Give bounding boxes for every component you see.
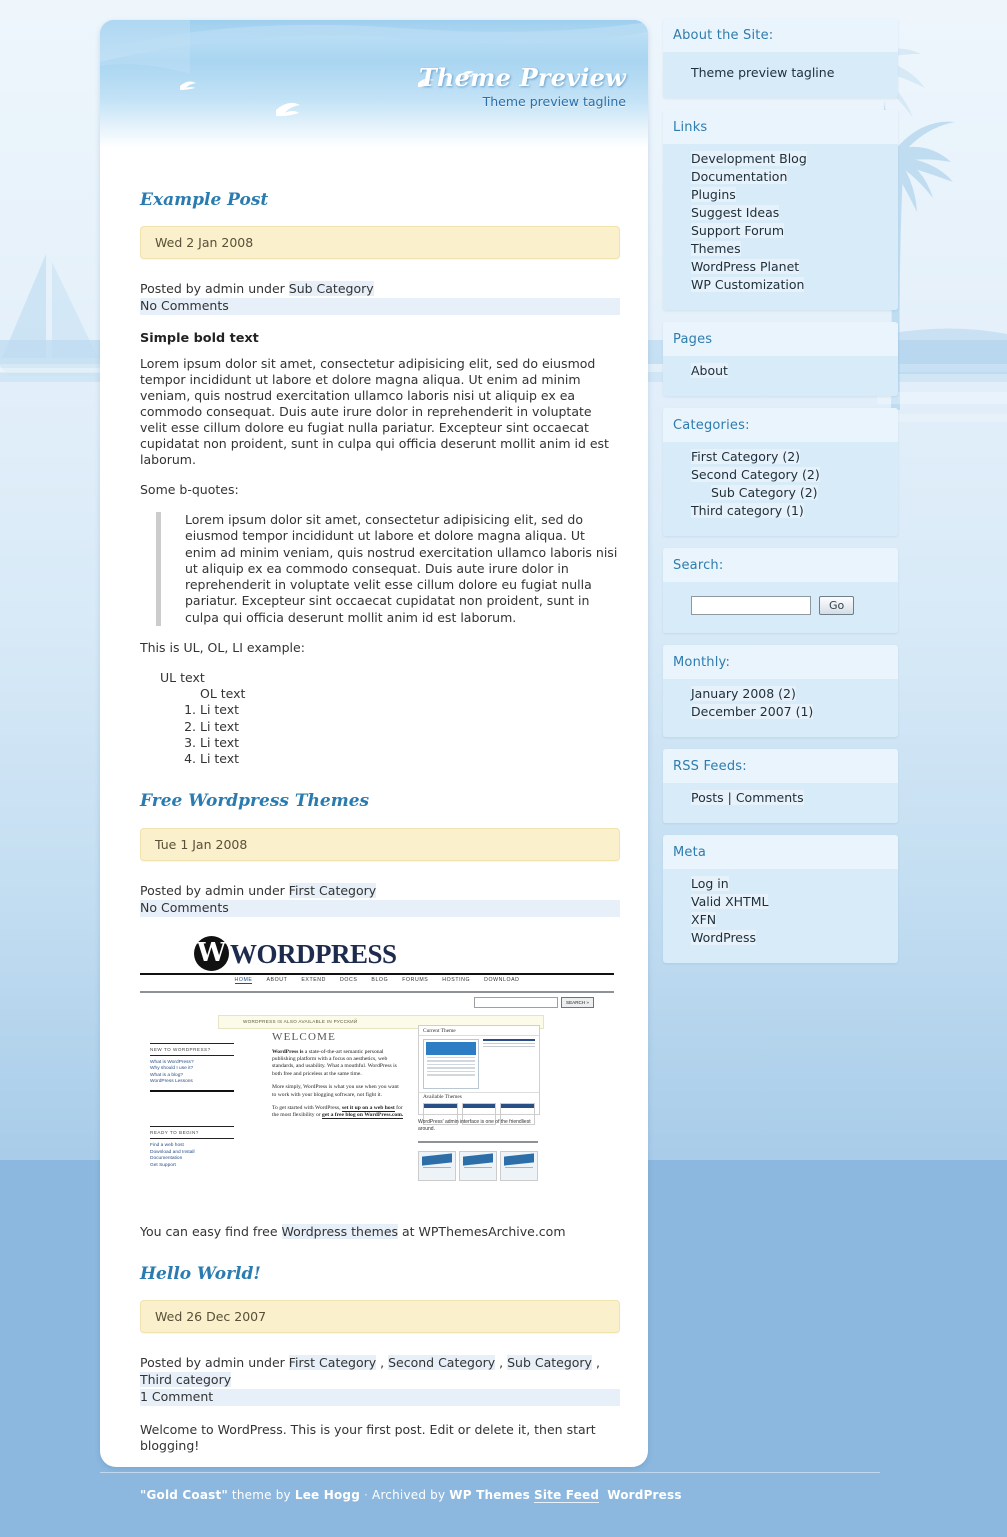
post-title[interactable]: Free Wordpress Themes	[140, 791, 370, 812]
wp-card	[500, 1151, 538, 1181]
sidebar-link-themes[interactable]: Themes	[691, 241, 741, 256]
wp-card-line	[423, 1167, 451, 1169]
wp-paragraph-text: for the most flexibility or	[272, 1104, 403, 1119]
list-item: 1. Li text	[200, 702, 620, 718]
list-item: 4. Li text	[200, 751, 620, 767]
footer-theme-by: theme by	[227, 1488, 295, 1502]
link-list	[673, 150, 888, 294]
wp-language-notice: WORDPRESS IS ALSO AVAILABLE IN РУССКИЙ	[218, 1015, 544, 1029]
wp-nav-item: BLOG	[371, 976, 389, 983]
search-row	[673, 588, 888, 617]
widget-pages	[663, 322, 898, 396]
content-column	[100, 20, 648, 1467]
wp-theme-desc-line	[483, 1043, 535, 1045]
widget-body	[663, 783, 898, 823]
post-category-link[interactable]: First Category	[288, 1354, 377, 1370]
widget-title: Meta	[663, 835, 898, 869]
wp-col-heading: READY TO BEGIN?	[150, 1126, 234, 1139]
meta-link-wordpress[interactable]: WordPress	[691, 930, 757, 945]
category-link-sub[interactable]: Sub Category (2)	[711, 485, 818, 500]
wp-search-button: SEARCH »	[561, 997, 594, 1008]
wp-theme-title-bar	[483, 1039, 535, 1041]
wp-theme-thumb	[423, 1039, 535, 1089]
list-item	[673, 150, 888, 168]
wp-col-item: What is WordPress?	[150, 1059, 194, 1065]
wp-nav-item: FORUMS	[402, 976, 429, 983]
meta-link-valid-xhtml[interactable]: Valid XHTML	[691, 894, 769, 909]
list-item	[673, 789, 888, 807]
wp-nav	[140, 977, 614, 989]
meta-list	[673, 875, 888, 947]
wp-panel-caption-2: Available Themes	[419, 1092, 539, 1101]
post-meta-prefix: Posted by admin under	[140, 1354, 289, 1370]
post-free-wordpress-themes	[140, 791, 620, 1239]
sidebar-link-suggest-ideas[interactable]: Suggest Ideas	[691, 205, 780, 220]
widget-title: Pages	[663, 322, 898, 356]
list-item	[673, 258, 888, 276]
wp-card-row	[418, 1151, 538, 1181]
wp-theme-panel	[418, 1025, 540, 1115]
list-item	[673, 929, 888, 947]
archive-link-december-2007[interactable]: December 2007 (1)	[691, 704, 814, 719]
category-link-first[interactable]: First Category (2)	[691, 449, 801, 464]
list-item	[673, 703, 888, 721]
post-date: Wed 26 Dec 2007	[140, 1300, 620, 1333]
blockquote-intro: Some b-quotes:	[140, 482, 239, 498]
footer-divider	[100, 1472, 880, 1473]
sidebar-link-development-blog[interactable]: Development Blog	[691, 151, 807, 166]
wp-col-item: Download and Install	[150, 1149, 195, 1155]
widget-search	[663, 548, 898, 633]
list-item: 3. Li text	[200, 735, 620, 751]
wp-card-banner	[422, 1153, 452, 1165]
wp-card-banner	[463, 1153, 493, 1165]
wp-welcome-heading: WELCOME	[272, 1030, 337, 1043]
wp-card	[418, 1151, 456, 1181]
wp-nav-item: EXTEND	[301, 976, 326, 983]
sidebar	[663, 18, 898, 975]
wordpress-logo-icon	[194, 936, 229, 971]
wp-available-theme-header	[424, 1104, 457, 1108]
post-date: Wed 2 Jan 2008	[140, 226, 620, 259]
post-meta: Posted by admin under First Category , Second Category , Sub Category , Third category 1 Comment	[140, 1355, 620, 1406]
wp-paragraph	[272, 1105, 404, 1120]
footer	[0, 1472, 1007, 1537]
list-item	[673, 240, 888, 258]
list-item	[673, 466, 888, 484]
list-item	[673, 168, 888, 186]
wordpress-wordmark: WORDPRESS	[230, 938, 397, 969]
ul-item: UL text	[160, 669, 205, 685]
post-comments-link[interactable]: No Comments	[140, 900, 620, 917]
post-category-link[interactable]: First Category	[288, 882, 377, 898]
list-item	[673, 893, 888, 911]
post-closing-line	[140, 1224, 620, 1240]
wp-search-row	[474, 997, 594, 1008]
post-category-link[interactable]: Second Category	[388, 1354, 496, 1370]
post-example-post	[140, 190, 620, 767]
list-intro: This is UL, OL, LI example:	[140, 639, 305, 655]
post-title[interactable]: Example Post	[140, 190, 269, 210]
wp-card	[459, 1151, 497, 1181]
wp-theme-preview-line	[427, 1064, 475, 1066]
wp-theme-preview-image	[423, 1039, 479, 1089]
wp-paragraph: More simply, WordPress is what you use when you want to work with your blogging software, not fight it.	[272, 1084, 399, 1098]
search-go-button[interactable]: Go	[819, 596, 854, 615]
archive-list	[673, 685, 888, 721]
wp-theme-preview-line	[427, 1067, 475, 1069]
example-lists	[140, 670, 620, 768]
wp-available-theme-header	[501, 1104, 534, 1108]
widget-title: Links	[663, 110, 898, 144]
wp-col-item: Documentation	[150, 1156, 183, 1162]
wp-col-item: WordPress Lessons	[150, 1079, 193, 1085]
footer-wordpress-link[interactable]: WordPress	[607, 1488, 682, 1502]
wp-paragraph-text: a state-of-the-art semantic personal publishing platform with a focus on aesthetics, web standards, and usability. What a mouthful. WordPress is both free and priceless at the same time.	[272, 1048, 397, 1077]
list-item	[673, 276, 888, 294]
category-link-third[interactable]: Third category (1)	[691, 503, 804, 518]
wp-theme-desc-line	[483, 1046, 535, 1048]
site-header-banner	[100, 20, 648, 148]
post-meta-prefix: Posted by admin under	[140, 882, 289, 898]
site-tagline: Theme preview tagline	[482, 94, 626, 109]
wp-paragraph-text: To get started with WordPress,	[272, 1104, 342, 1111]
footer-separator: ·	[364, 1488, 369, 1502]
post-comments-link[interactable]: No Comments	[140, 298, 620, 315]
list-item	[673, 911, 888, 929]
list-item	[673, 222, 888, 240]
wp-nav-item: HOME	[234, 976, 253, 983]
ordered-list	[140, 702, 620, 767]
sidebar-link-support-forum[interactable]: Support Forum	[691, 223, 785, 238]
list-item	[673, 685, 888, 703]
widget-title: About the Site:	[663, 18, 898, 52]
wp-theme-preview-line	[427, 1071, 475, 1073]
wp-nav-item: DOCS	[340, 976, 358, 983]
list-item	[673, 186, 888, 204]
widget-body	[663, 869, 898, 963]
post-date: Tue 1 Jan 2008	[140, 828, 620, 861]
list-item	[673, 502, 888, 520]
wp-card-line	[505, 1167, 533, 1169]
post-bold-heading: Simple bold text	[140, 331, 259, 347]
sidebar-link-wp-customization[interactable]: WP Customization	[691, 277, 805, 292]
wp-paragraph-bold: WordPress is	[272, 1048, 304, 1055]
ol-label: OL text	[200, 686, 246, 702]
widget-title: Search:	[663, 548, 898, 582]
wp-theme-preview-line	[427, 1057, 475, 1059]
about-text: Theme preview tagline	[691, 65, 835, 80]
wp-col-item: Get Support	[150, 1162, 176, 1168]
search-input[interactable]	[691, 596, 811, 615]
wp-left-column	[150, 1043, 234, 1170]
sidebar-link-about[interactable]: About	[691, 363, 728, 378]
widget-body	[663, 679, 898, 737]
widget-categories	[663, 408, 898, 536]
rss-list	[673, 789, 888, 807]
wp-theme-meta	[483, 1039, 535, 1089]
post-meta	[140, 281, 620, 315]
wp-theme-preview-line	[427, 1060, 475, 1062]
post-blockquote: Lorem ipsum dolor sit amet, consectetur adipisicing elit, sed do eiusmod tempor incididunt ut labore et dolore magna aliqua. Ut enim ad minim veniam, quis nostrud exercitation ullamco laboris nisi ut aliquip ex ea commodo consequat. Duis aute irure dolor in reprehenderit in voluptate velit esse cillum dolore eu fugiat nulla pariatur. Excepteur sint occaecat cupidatat non proident, sunt in culpa qui officia deserunt mollit anim id est laborum.	[156, 512, 620, 626]
wp-nav-item: HOSTING	[442, 976, 471, 983]
footer-credits	[140, 1488, 682, 1502]
wp-inline-link: get a free blog on WordPress.com.	[322, 1112, 404, 1119]
wp-col-heading: NEW TO WORDPRESS?	[150, 1043, 234, 1056]
list-item	[673, 362, 888, 380]
post-hello-world	[140, 1264, 620, 1454]
sidebar-link-plugins[interactable]: Plugins	[691, 187, 736, 202]
divider	[140, 991, 614, 993]
wp-available-theme-header	[463, 1104, 496, 1108]
post-title[interactable]: Hello World!	[140, 1263, 261, 1284]
widget-title: Monthly:	[663, 645, 898, 679]
wp-search-input	[474, 997, 558, 1008]
list-item: 2. Li text	[200, 719, 620, 735]
post-category-link[interactable]: Sub Category	[288, 281, 374, 297]
wp-col-item: Why should I use it?	[150, 1066, 194, 1072]
widget-body	[663, 442, 898, 536]
wp-panel-caption: Current Theme	[419, 1026, 539, 1036]
site-title: Theme Preview	[418, 63, 626, 92]
post-body-paragraph: Welcome to WordPress. This is your first post. Edit or delete it, then start blogging!	[140, 1421, 596, 1453]
widget-title: Categories:	[663, 408, 898, 442]
widget-monthly	[663, 645, 898, 737]
widget-meta	[663, 835, 898, 963]
post-category-link[interactable]: Sub Category	[507, 1354, 592, 1370]
categories-list	[673, 448, 888, 520]
sidebar-link-documentation[interactable]: Documentation	[691, 169, 788, 184]
divider	[140, 973, 614, 975]
wp-logo-row	[140, 933, 614, 975]
wp-theme-preview-bar	[426, 1042, 476, 1055]
meta-link-xfn[interactable]: XFN	[691, 912, 717, 927]
widget-body	[663, 356, 898, 396]
wp-card-line	[464, 1167, 492, 1169]
divider	[418, 1141, 538, 1143]
footer-site-feed-link[interactable]: Site Feed	[533, 1488, 600, 1502]
wp-theme-preview-line	[427, 1074, 475, 1076]
list-item	[673, 875, 888, 893]
closing-text-before: You can easy find free	[140, 1223, 282, 1239]
wordpress-org-screenshot	[140, 933, 614, 1206]
post-list	[100, 148, 648, 1467]
sailboat-icon	[0, 250, 114, 410]
footer-theme-name: "Gold Coast"	[140, 1488, 228, 1502]
wp-col-item: Find a web host	[150, 1142, 184, 1148]
archive-link-january-2008[interactable]: January 2008 (2)	[691, 686, 796, 701]
post-category-link[interactable]: Third category	[140, 1371, 232, 1387]
post-body-paragraph: Lorem ipsum dolor sit amet, consectetur adipisicing elit, sed do eiusmod tempor incididunt ut labore et dolore magna aliqua. Ut enim ad minim veniam, quis nostrud exercitation ullamco laboris nisi ut aliquip ex ea commodo consequat. Duis aute irure dolor in reprehenderit in voluptate velit esse cillum dolore eu fugiat nulla pariatur. Excepteur sint occaecat cupidatat non proident, sunt in culpa qui officia deserunt mollit anim id est laborum.	[140, 356, 609, 468]
meta-link-log-in[interactable]: Log in	[691, 876, 729, 891]
wordpress-themes-link[interactable]: Wordpress themes	[281, 1223, 399, 1239]
sidebar-link-wordpress-planet[interactable]: WordPress Planet	[691, 259, 800, 274]
divider	[150, 1090, 234, 1092]
pages-list	[673, 362, 888, 380]
rss-link-posts-comments[interactable]: Posts | Comments	[691, 790, 804, 805]
widget-body	[663, 52, 898, 98]
wp-col-item: What is a blog?	[150, 1072, 184, 1078]
widget-rss-feeds	[663, 749, 898, 823]
post-meta	[140, 883, 620, 917]
post-comments-link[interactable]: 1 Comment	[140, 1389, 620, 1406]
list-item	[673, 204, 888, 222]
widget-links	[663, 110, 898, 310]
wp-nav-item: ABOUT	[266, 976, 288, 983]
footer-archived-by: Archived by	[372, 1488, 450, 1502]
wp-nav-item: DOWNLOAD	[484, 976, 520, 983]
widget-body	[663, 144, 898, 310]
wp-inline-link: set it up on a web host	[341, 1104, 395, 1111]
wp-paragraph	[272, 1049, 404, 1079]
wp-admin-caption: WordPress' admin interface is one of the friendliest around.	[418, 1118, 531, 1132]
widget-body	[663, 582, 898, 633]
header-text-block	[418, 63, 626, 109]
wp-center-column	[272, 1031, 404, 1126]
list-item	[673, 484, 888, 502]
wp-card-banner	[504, 1153, 534, 1165]
widget-title: RSS Feeds:	[663, 749, 898, 783]
list-item	[673, 448, 888, 466]
closing-text-after: at WPThemesArchive.com	[398, 1223, 566, 1239]
widget-about-the-site	[663, 18, 898, 98]
post-meta-prefix: Posted by admin under	[140, 281, 289, 297]
footer-archive-link[interactable]: WP Themes	[449, 1488, 530, 1502]
footer-author-link[interactable]: Lee Hogg	[294, 1488, 361, 1502]
category-link-second[interactable]: Second Category (2)	[691, 467, 820, 482]
